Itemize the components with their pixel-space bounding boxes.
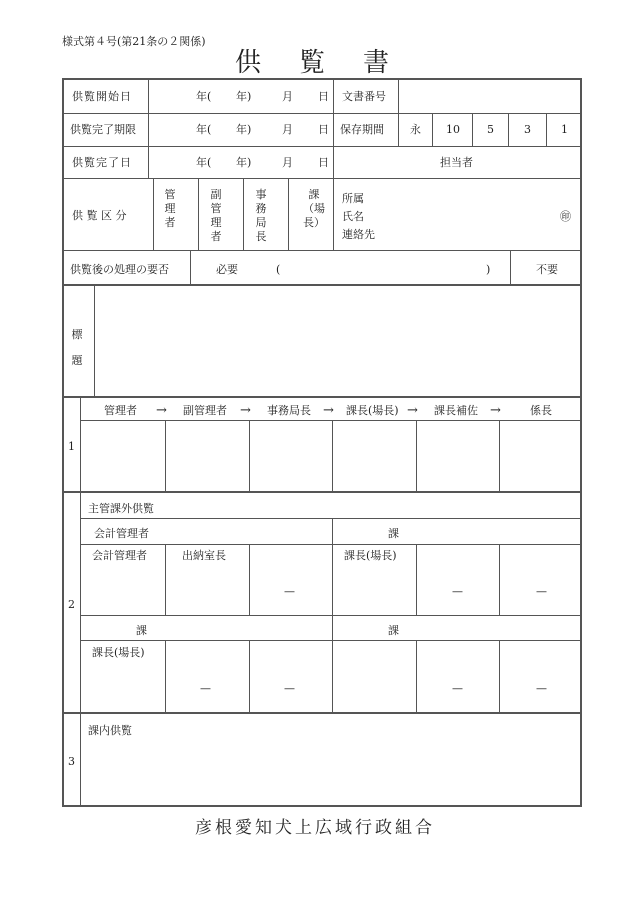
organization-name: 彦根愛知犬上広域行政組合 bbox=[195, 818, 435, 838]
end-date-label: 供覧完了日 bbox=[72, 156, 132, 169]
doc-number-label: 文書番号 bbox=[342, 90, 386, 103]
section-3-number: 3 bbox=[68, 755, 75, 768]
date-month: 月 bbox=[282, 90, 293, 103]
not-required-label: 不要 bbox=[536, 263, 558, 276]
flow-assistant-chief: 課長補佐 bbox=[434, 404, 478, 417]
date-year: 年( bbox=[196, 123, 212, 136]
section-2-number: 2 bbox=[68, 598, 75, 611]
date-era-year: 年) bbox=[236, 90, 252, 103]
date-year: 年( bbox=[196, 156, 212, 169]
name-label: 氏名 bbox=[342, 210, 364, 223]
flow-sub-chief: 係長 bbox=[530, 404, 552, 417]
arrow-icon: → bbox=[156, 403, 167, 418]
box-c-header: 課 bbox=[136, 624, 147, 637]
arrow-icon: → bbox=[407, 403, 418, 418]
section-2-title: 主管課外供覧 bbox=[88, 502, 154, 515]
category-section-chief: 課（場長） bbox=[303, 188, 325, 229]
flow-section-chief: 課長(場長) bbox=[346, 404, 399, 417]
section-3-title: 課内供覧 bbox=[88, 724, 132, 737]
flow-deputy-manager: 副管理者 bbox=[183, 404, 227, 417]
dash: — bbox=[452, 682, 463, 695]
seal-mark: ㊞ bbox=[560, 210, 571, 223]
arrow-icon: → bbox=[490, 403, 501, 418]
paren-open: ( bbox=[276, 263, 281, 276]
category-secretary-general: 事務局長 bbox=[255, 188, 267, 243]
retention-option: 10 bbox=[446, 123, 460, 136]
dash: — bbox=[536, 585, 547, 598]
box-a-cell-cashier: 出納室長 bbox=[182, 549, 226, 562]
retention-option: 3 bbox=[524, 123, 531, 136]
date-day: 日 bbox=[318, 156, 329, 169]
dash: — bbox=[200, 682, 211, 695]
arrow-icon: → bbox=[323, 403, 334, 418]
required-label: 必要 bbox=[216, 263, 238, 276]
page-title: 供 覧 書 bbox=[234, 48, 395, 78]
retention-label: 保存期間 bbox=[340, 123, 384, 136]
box-a-header: 会計管理者 bbox=[94, 527, 149, 540]
box-b-cell: 課長(場長) bbox=[344, 549, 397, 562]
date-day: 日 bbox=[318, 90, 329, 103]
person-in-charge-label: 担当者 bbox=[440, 156, 473, 169]
date-day: 日 bbox=[318, 123, 329, 136]
start-date-label: 供覧開始日 bbox=[72, 90, 132, 103]
dash: — bbox=[452, 585, 463, 598]
date-year: 年( bbox=[196, 90, 212, 103]
retention-option: 永 bbox=[410, 123, 421, 136]
arrow-icon: → bbox=[240, 403, 251, 418]
dash: — bbox=[284, 585, 295, 598]
date-era-year: 年) bbox=[236, 123, 252, 136]
box-c-cell: 課長(場長) bbox=[92, 646, 145, 659]
contact-label: 連絡先 bbox=[342, 228, 375, 241]
date-month: 月 bbox=[282, 123, 293, 136]
paren-close: ) bbox=[486, 263, 491, 276]
flow-manager: 管理者 bbox=[104, 404, 137, 417]
category-label: 供 覧 区 分 bbox=[72, 209, 127, 222]
category-manager: 管理者 bbox=[164, 188, 176, 229]
subject-label: 標題 bbox=[71, 328, 83, 367]
retention-option: 1 bbox=[561, 123, 568, 136]
flow-secretary-general: 事務局長 bbox=[267, 404, 311, 417]
affiliation-label: 所属 bbox=[342, 192, 364, 205]
date-month: 月 bbox=[282, 156, 293, 169]
dash: — bbox=[284, 682, 295, 695]
retention-option: 5 bbox=[487, 123, 494, 136]
box-b-header: 課 bbox=[388, 527, 399, 540]
box-a-cell-accounting: 会計管理者 bbox=[92, 549, 147, 562]
category-deputy-manager: 副管理者 bbox=[210, 188, 222, 243]
deadline-label: 供覧完了期限 bbox=[70, 123, 136, 136]
box-d-header: 課 bbox=[388, 624, 399, 637]
form-reference: 様式第４号(第21条の２関係) bbox=[62, 35, 206, 48]
section-1-number: 1 bbox=[68, 440, 75, 453]
after-process-label: 供覧後の処理の要否 bbox=[70, 263, 169, 276]
date-era-year: 年) bbox=[236, 156, 252, 169]
dash: — bbox=[536, 682, 547, 695]
